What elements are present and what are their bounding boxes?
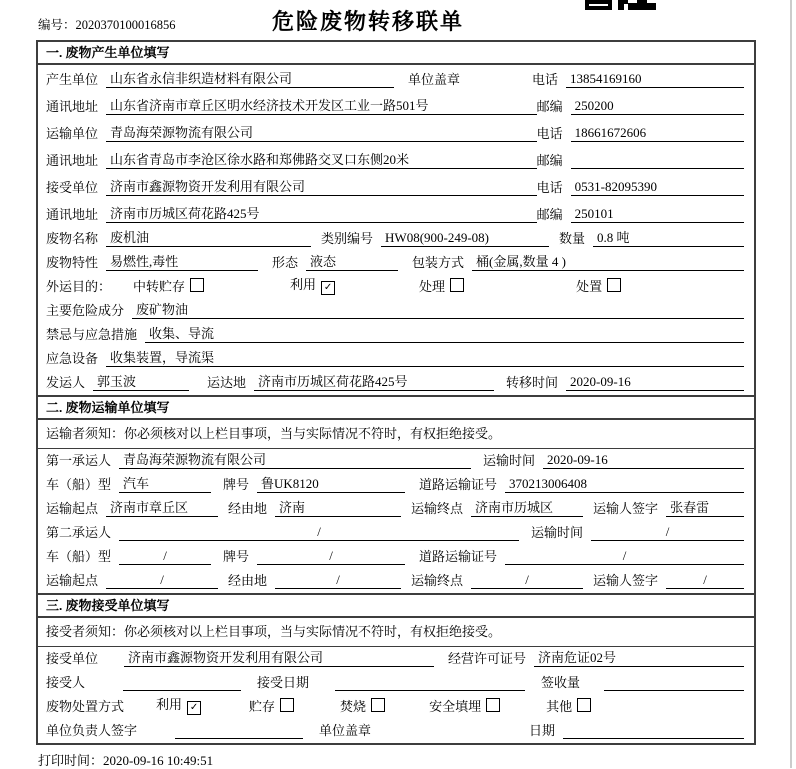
row-transfer-purpose	[38, 275, 754, 299]
receiver-person-label: 接受人	[46, 675, 86, 690]
packing-value: 桶(金属,数量 4 )	[472, 251, 744, 271]
producer-zip-value: 250200	[571, 98, 744, 115]
origin2-value: /	[106, 572, 218, 589]
category-value: HW08(900-249-08)	[381, 230, 549, 247]
signed-amount-label: 签收量	[541, 675, 581, 690]
checkbox-icon	[450, 278, 464, 292]
endpoint-label: 运输终点	[411, 501, 464, 516]
waste-name-label: 废物名称	[46, 231, 99, 246]
origin-label: 运输起点	[46, 501, 99, 516]
row-taboo-measures	[38, 323, 754, 347]
end2-value: /	[471, 572, 583, 589]
category-label: 类别编号	[321, 231, 374, 246]
transfer-time-label: 转移时间	[506, 375, 559, 390]
road-permit-label: 道路运输证号	[419, 477, 498, 492]
receive-date-value	[335, 675, 525, 691]
phone-label: 电话	[536, 126, 563, 141]
row-receiving-unit	[38, 647, 754, 671]
purpose-option-transfer-storage: 中转贮存	[133, 276, 204, 295]
waste-trait-label: 废物特性	[46, 255, 99, 270]
checkbox-checked-icon: ✓	[187, 701, 201, 715]
taboo-measures-label: 禁忌与应急措施	[46, 327, 138, 342]
plate-label: 牌号	[223, 549, 250, 564]
phone-label: 电话	[532, 72, 559, 87]
transfer-time-value: 2020-09-16	[566, 374, 744, 391]
hazard-component-value: 废矿物油	[132, 299, 744, 319]
taboo-measures-value: 收集、导流	[145, 323, 744, 343]
print-time	[38, 745, 796, 769]
manager-signature-value	[175, 723, 303, 739]
checkbox-icon	[280, 698, 294, 712]
row-shipper	[38, 371, 754, 395]
carrier1-label: 第一承运人	[46, 453, 112, 468]
transporter-sign-label: 运输人签字	[593, 573, 659, 588]
zip-label: 邮编	[536, 99, 563, 114]
purpose-option-utilize: 利用 ✓	[290, 274, 335, 295]
row-producer-address	[38, 92, 754, 119]
qr-code-partial-icon	[585, 0, 657, 10]
sign2-value: /	[666, 572, 744, 589]
permit2-value: /	[505, 548, 744, 565]
address-label: 通讯地址	[46, 153, 99, 168]
end1-value: 济南市历城区	[471, 497, 583, 517]
purpose-option-dispose: 处置	[576, 276, 621, 295]
checkbox-icon	[371, 698, 385, 712]
disposal-option-other: 其他	[546, 696, 591, 715]
row-producer-unit	[38, 65, 754, 92]
row-disposal-method	[38, 695, 754, 719]
disposal-option-storage: 贮存	[249, 696, 294, 715]
producer-address-value: 山东省济南市章丘区明水经济技术开发区工业一路501号	[106, 95, 537, 115]
license-label: 经营许可证号	[448, 651, 527, 666]
transport-time-label: 运输时间	[483, 453, 536, 468]
via-label: 经由地	[228, 573, 268, 588]
row-receiver-unit	[38, 173, 754, 200]
page-right-edge	[790, 0, 792, 768]
transporter-zip-value	[571, 153, 744, 169]
license-value: 济南危证02号	[534, 647, 744, 667]
checkbox-icon	[486, 698, 500, 712]
transporter-notice: 运输者须知：你必须核对以上栏目事项，当与实际情况不符时，有权拒绝接受。	[38, 420, 754, 449]
row-carrier1	[38, 449, 754, 473]
transporter-address-value: 山东省青岛市李沧区徐水路和郑佛路交叉口东侧20米	[106, 149, 537, 169]
disposal-method-label: 废物处置方式	[46, 699, 125, 714]
checkbox-checked-icon: ✓	[321, 281, 335, 295]
row-route2	[38, 569, 754, 593]
form-state-value: 液态	[306, 251, 398, 271]
origin-label: 运输起点	[46, 573, 99, 588]
checkbox-icon	[190, 278, 204, 292]
form-state-label: 形态	[272, 255, 299, 270]
row-receiver-address	[38, 200, 754, 227]
receive-date-label: 接受日期	[257, 675, 310, 690]
document-header	[0, 0, 796, 40]
road-permit-label: 道路运输证号	[419, 549, 498, 564]
waste-trait-value: 易燃性,毒性	[106, 251, 258, 271]
manifest-form-table	[36, 40, 756, 745]
unit-seal-label: 单位盖章	[319, 723, 372, 738]
row-transporter-unit	[38, 119, 754, 146]
receiving-unit-label: 接受单位	[46, 651, 99, 666]
unit-seal-label: 单位盖章	[408, 72, 461, 87]
form-title: 危险废物转移联单	[271, 9, 464, 34]
row-manager-signature	[38, 719, 754, 743]
checkbox-icon	[577, 698, 591, 712]
destination-value: 济南市历城区荷花路425号	[254, 371, 494, 391]
row-carrier2	[38, 521, 754, 545]
row-vehicle2	[38, 545, 754, 569]
receiver-phone-value: 0531-82095390	[571, 179, 744, 196]
carrier2-time-value: /	[591, 524, 744, 541]
permit1-value: 370213006408	[505, 476, 744, 493]
transporter-sign-label: 运输人签字	[593, 501, 659, 516]
emergency-equipment-label: 应急设备	[46, 351, 99, 366]
manifest-number-value: 2020370100016856	[75, 18, 176, 32]
receiver-unit-value: 济南市鑫源物资开发利用有限公司	[106, 176, 537, 196]
signed-amount-value	[604, 675, 744, 691]
via-label: 经由地	[228, 501, 268, 516]
shipper-value: 郭玉波	[93, 371, 189, 391]
row-vehicle1	[38, 473, 754, 497]
disposal-option-utilize: 利用 ✓	[156, 694, 201, 715]
receiver-address-value: 济南市历城区荷花路425号	[106, 203, 537, 223]
zip-label: 邮编	[536, 153, 563, 168]
row-route1	[38, 497, 754, 521]
disposal-option-landfill: 安全填埋	[429, 696, 500, 715]
origin1-value: 济南市章丘区	[106, 497, 218, 517]
print-time-label: 打印时间：	[38, 753, 104, 768]
plate-label: 牌号	[223, 477, 250, 492]
address-label: 通讯地址	[46, 207, 99, 222]
vehicle-type-label: 车（船）型	[46, 549, 112, 564]
address-label: 通讯地址	[46, 99, 99, 114]
transporter-unit-label: 运输单位	[46, 126, 99, 141]
carrier1-time-value: 2020-09-16	[543, 452, 744, 469]
vehicle1-type-value: 汽车	[119, 473, 211, 493]
transport-time-label: 运输时间	[531, 525, 584, 540]
section1-header: 一. 废物产生单位填写	[38, 42, 754, 65]
purpose-label: 外运目的：	[46, 279, 112, 294]
phone-label: 电话	[536, 180, 563, 195]
receiver-unit-label: 接受单位	[46, 180, 99, 195]
sign1-value: 张春雷	[666, 497, 744, 517]
disposal-option-incinerate: 焚烧	[340, 696, 385, 715]
destination-label: 运达地	[207, 375, 247, 390]
row-transporter-address	[38, 146, 754, 173]
section2-header: 二. 废物运输单位填写	[38, 395, 754, 420]
quantity-label: 数量	[559, 231, 586, 246]
vehicle-type-label: 车（船）型	[46, 477, 112, 492]
plate1-value: 鲁UK8120	[257, 473, 405, 493]
hazard-component-label: 主要危险成分	[46, 303, 125, 318]
row-receiver-person	[38, 671, 754, 695]
seal-date-value	[563, 723, 744, 739]
carrier2-label: 第二承运人	[46, 525, 112, 540]
producer-phone-value: 13854169160	[566, 71, 744, 88]
carrier1-value: 青岛海荣源物流有限公司	[119, 449, 471, 469]
producer-unit-label: 产生单位	[46, 72, 99, 87]
manager-signature-label: 单位负责人签字	[46, 723, 138, 738]
endpoint-label: 运输终点	[411, 573, 464, 588]
row-hazard-component	[38, 299, 754, 323]
receiver-person-value	[123, 675, 241, 691]
receiver-notice: 接受者须知：你必须核对以上栏目事项，当与实际情况不符时，有权拒绝接受。	[38, 618, 754, 647]
print-time-value: 2020-09-16 10:49:51	[103, 753, 214, 768]
waste-name-value: 废机油	[106, 227, 311, 247]
row-waste-name	[38, 227, 754, 251]
plate2-value: /	[257, 548, 405, 565]
carrier2-value: /	[119, 524, 519, 541]
seal-date-label: 日期	[529, 723, 556, 738]
receiver-zip-value: 250101	[571, 206, 744, 223]
shipper-label: 发运人	[46, 375, 86, 390]
transporter-phone-value: 18661672606	[571, 125, 744, 142]
row-emergency-equipment	[38, 347, 754, 371]
quantity-value: 0.8 吨	[593, 227, 744, 247]
via1-value: 济南	[275, 497, 401, 517]
transporter-unit-value: 青岛海荣源物流有限公司	[106, 122, 537, 142]
manifest-number-label: 编号：	[38, 18, 76, 32]
emergency-equipment-value: 收集装置，导流渠	[106, 347, 744, 367]
vehicle2-type-value: /	[119, 548, 211, 565]
checkbox-icon	[607, 278, 621, 292]
purpose-option-treat: 处理	[419, 276, 464, 295]
receiving-unit-value: 济南市鑫源物资开发利用有限公司	[124, 647, 434, 667]
producer-unit-value: 山东省永信非织造材料有限公司	[106, 68, 394, 88]
zip-label: 邮编	[536, 207, 563, 222]
via2-value: /	[275, 572, 401, 589]
section3-header: 三. 废物接受单位填写	[38, 593, 754, 618]
row-waste-trait	[38, 251, 754, 275]
packing-label: 包装方式	[412, 255, 465, 270]
